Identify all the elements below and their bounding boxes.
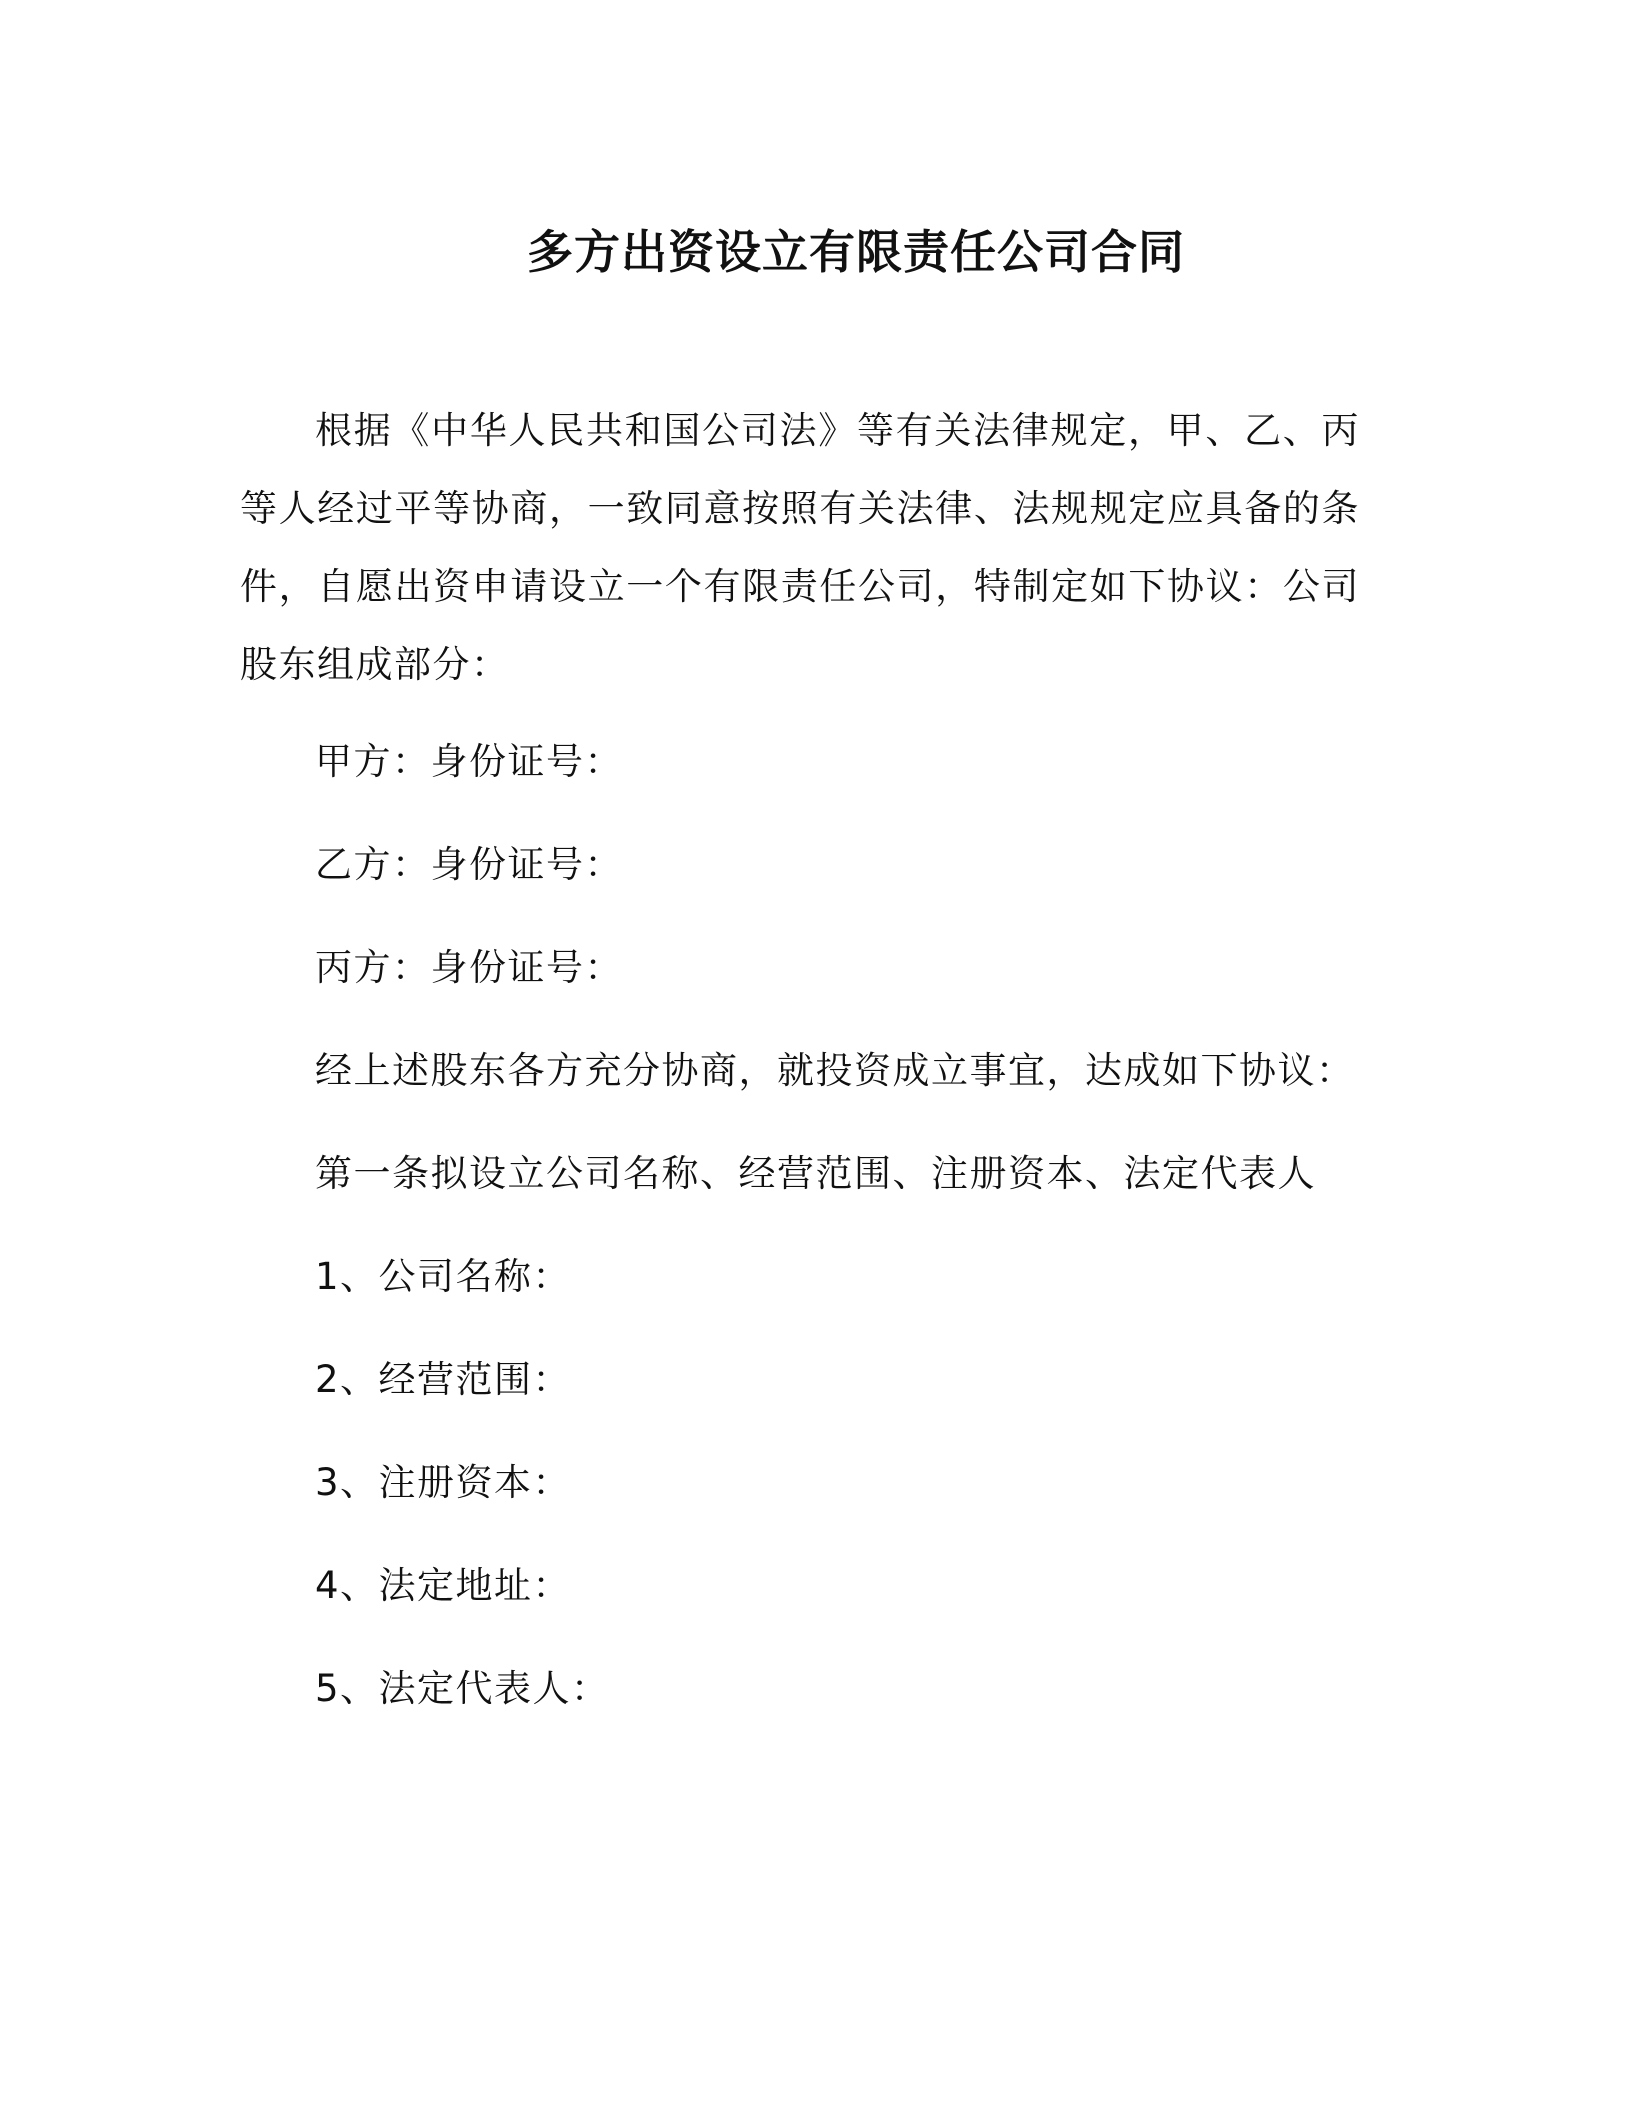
party-a-line: 甲方：身份证号： (315, 740, 623, 783)
party-b-line: 乙方：身份证号： (315, 843, 623, 886)
party-c-line: 丙方：身份证号： (315, 946, 623, 989)
item-business-scope: 2、经营范围： (315, 1358, 572, 1401)
agreement-statement: 经上述股东各方充分协商，就投资成立事宜，达成如下协议： (315, 1049, 1355, 1092)
article-1-heading: 第一条拟设立公司名称、经营范围、注册资本、法定代表人 (315, 1152, 1316, 1195)
item-registered-capital: 3、注册资本： (315, 1461, 572, 1504)
intro-paragraph: 根据《中华人民共和国公司法》等有关法律规定，甲、乙、丙等人经过平等协商，一致同意按照有关法律、法规规定应具备的条件，自愿出资申请设立一个有限责任公司，特制定如下协议：公司股东组成部分： (240, 409, 1360, 686)
item-legal-address: 4、法定地址： (315, 1564, 572, 1607)
item-company-name: 1、公司名称： (315, 1255, 572, 1298)
document-title: 多方出资设立有限责任公司合同 (527, 225, 1185, 279)
item-legal-representative: 5、法定代表人： (315, 1667, 610, 1710)
